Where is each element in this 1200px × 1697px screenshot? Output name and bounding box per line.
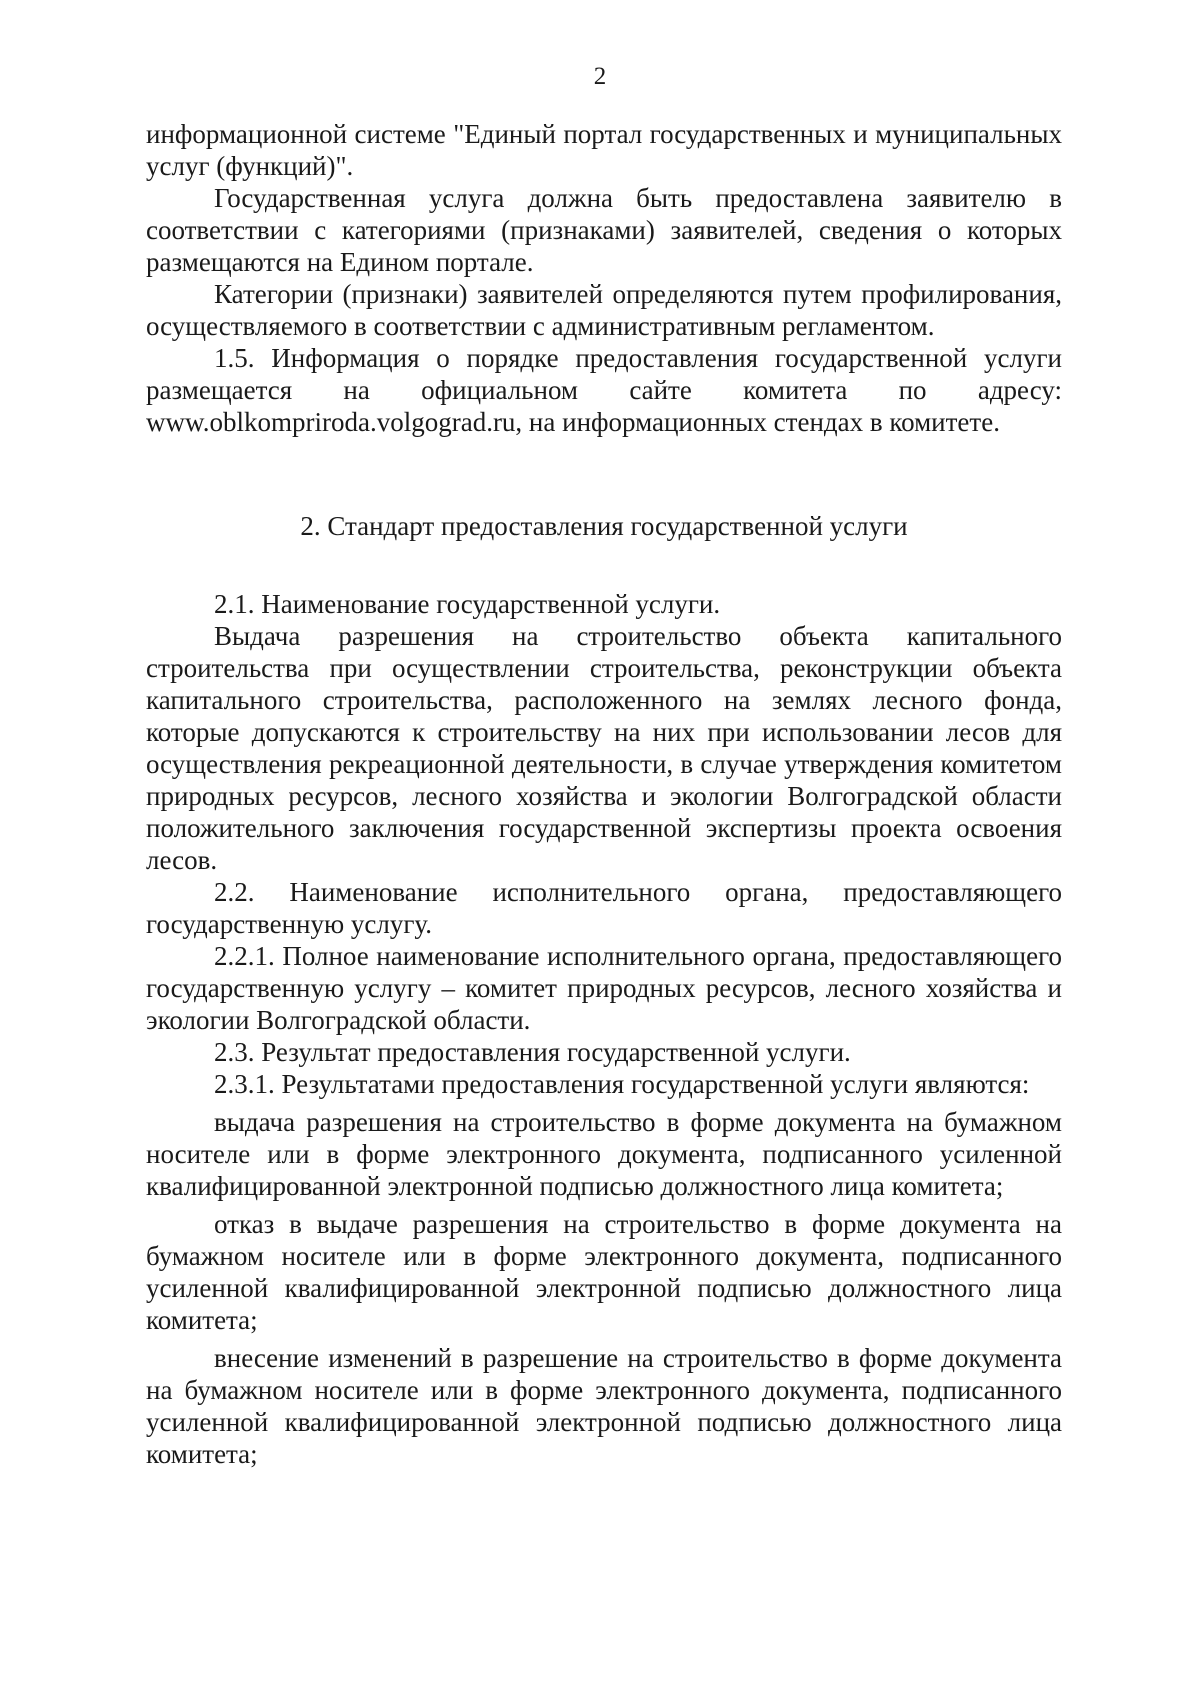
- paragraph-result-refusal: отказ в выдаче разрешения на строительство в форме документа на бумажном носителе или в форме электронного документа, подписанного усиленной квалифицированной электронной подписью должностного лица комитета;: [146, 1209, 1062, 1335]
- paragraph-2-2-1: 2.2.1. Полное наименование исполнительного органа, предоставляющего государственную услугу – комитет природных ресурсов, лесного хозяйства и экологии Волгоградской области.: [146, 941, 1062, 1035]
- paragraph-service-name: Выдача разрешения на строительство объекта капитального строительства при осуществлении строительства, реконструкции объекта капитального строительства, расположенного на землях лесного фонда, которые допускаются к строительству на них при использовании лесов для осуществления рекреационной деятельности, в случае утверждения комитетом природных ресурсов, лесного хозяйства и экологии Волгоградской области положительного заключения государственной экспертизы проекта освоения лесов.: [146, 621, 1062, 875]
- paragraph-result-changes: внесение изменений в разрешение на строительство в форме документа на бумажном носителе или в форме электронного документа, подписанного усиленной квалифицированной электронной подписью должностного лица комитета;: [146, 1343, 1062, 1469]
- document-body: [146, 118, 1062, 1470]
- section-heading: 2. Стандарт предоставления государственной услуги: [300, 511, 908, 541]
- paragraph-2-3-1: 2.3.1. Результатами предоставления государственной услуги являются:: [214, 1069, 1030, 1099]
- paragraph-2-2: 2.2. Наименование исполнительного органа, предоставляющего государственную услугу.: [146, 877, 1062, 939]
- paragraph-result-issue: выдача разрешения на строительство в форме документа на бумажном носителе или в форме электронного документа, подписанного усиленной квалифицированной электронной подписью должностного лица комитета;: [146, 1107, 1062, 1201]
- paragraph-2-1: 2.1. Наименование государственной услуги.: [214, 589, 721, 619]
- paragraph-continuation: информационной системе "Единый портал государственных и муниципальных услуг (функций)".: [146, 119, 1062, 181]
- page-number: 2: [593, 63, 607, 90]
- paragraph-applicant-categories: Государственная услуга должна быть предоставлена заявителю в соответствии с категориями (признаками) заявителей, сведения о которых размещаются на Едином портале.: [146, 183, 1062, 277]
- paragraph-2-3: 2.3. Результат предоставления государственной услуги.: [214, 1037, 851, 1067]
- paragraph-profiling: Категории (признаки) заявителей определяются путем профилирования, осуществляемого в соответствии с административным регламентом.: [146, 279, 1062, 341]
- paragraph-1-5-information: 1.5. Информация о порядке предоставления государственной услуги размещается на официальном сайте комитета по адресу: www.oblkompriroda.volgograd.ru, на информационных стендах в комитете.: [146, 343, 1062, 437]
